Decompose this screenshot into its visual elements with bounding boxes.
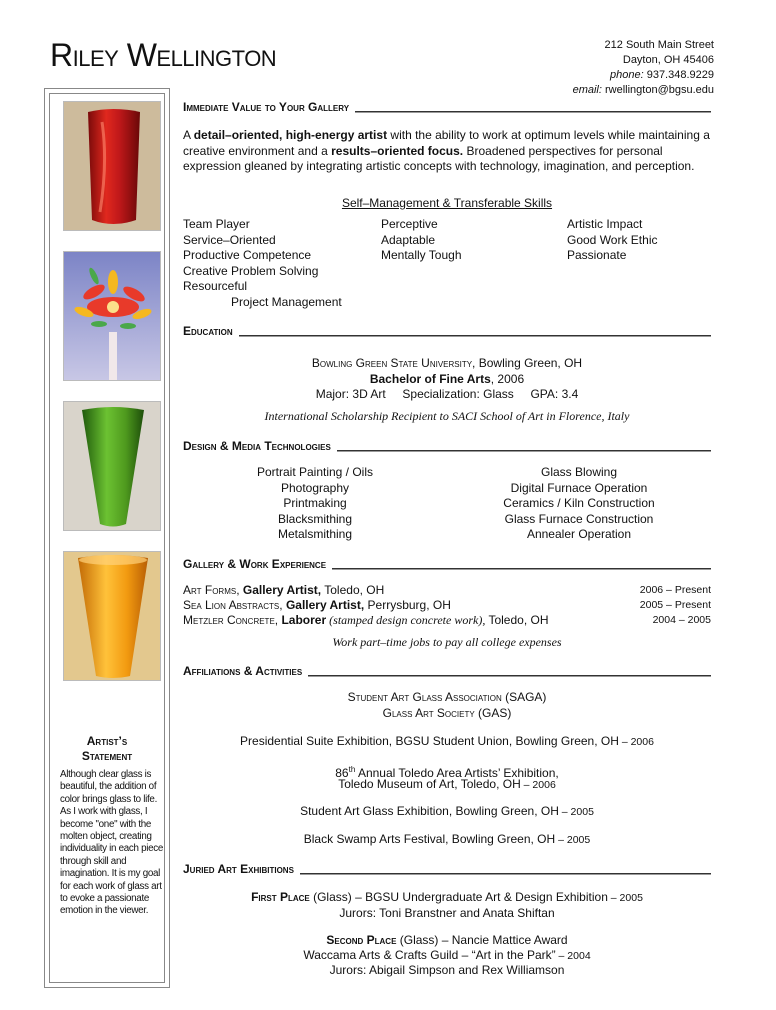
value-intro: A detail–oriented, high-energy artist with the ability to work at optimum levels while maintaining a creative environment and a results–oriented focus. Broadened perspectives for personal expression gleaned by integrating artistic concepts with technology, imagination, and perception. xyxy=(183,128,710,173)
activity-item: Black Swamp Arts Festival, Bowling Green, OH – 2005 xyxy=(303,832,591,846)
skills-title: Self–Management & Transferable Skills xyxy=(341,196,553,210)
technology-item: Metalsmithing xyxy=(277,527,353,541)
contact-email: email: rwellington@bgsu.edu xyxy=(572,84,714,96)
skills-column-1 xyxy=(183,217,342,310)
experience-row: Art Forms, Gallery Artist, Toledo, OH 2006 – Present xyxy=(183,583,711,597)
technology-item: Glass Blowing xyxy=(540,465,618,479)
sidebar xyxy=(44,88,170,988)
skill-item: Passionate xyxy=(567,248,627,262)
artist-statement-title: Artist’s Statement xyxy=(81,734,133,763)
award-second-place: Second Place (Glass) – Nancie Mattice Award xyxy=(326,933,568,947)
skill-item: Creative Problem Solving xyxy=(183,263,319,278)
skill-item: Resourceful xyxy=(183,279,248,293)
award-second-jurors: Jurors: Abigail Simpson and Rex Williamson xyxy=(329,963,565,977)
glass-chandelier-photo xyxy=(63,251,161,381)
section-heading-education: Education xyxy=(183,324,711,338)
activity-item: Presidential Suite Exhibition, BGSU Student Union, Bowling Green, OH – 2006 xyxy=(240,734,654,748)
skill-item: Perceptive xyxy=(381,217,438,231)
orange-glass-vase-photo xyxy=(63,551,161,681)
experience-row: Sea Lion Abstracts, Gallery Artist, Perrysburg, OH 2005 – Present xyxy=(183,598,711,612)
education-school: Bowling Green State University, Bowling Green, OH xyxy=(311,356,583,370)
activity-item: 86th Annual Toledo Area Artists’ Exhibition, xyxy=(335,765,559,780)
contact-street: 212 South Main Street xyxy=(604,39,714,51)
skill-item: Project Management xyxy=(231,294,342,309)
award-first-jurors: Jurors: Toni Branstner and Anata Shiftan xyxy=(339,906,555,920)
skills-column-2 xyxy=(381,217,462,264)
technology-item: Glass Furnace Construction xyxy=(504,511,654,526)
section-heading-value: Immediate Value to Your Gallery xyxy=(183,100,711,114)
section-heading-juried: Juried Art Exhibitions xyxy=(183,862,711,876)
activity-item-line2: Toledo Museum of Art, Toledo, OH – 2006 xyxy=(338,777,556,791)
technology-item: Ceramics / Kiln Construction xyxy=(503,496,655,510)
green-glass-vase-photo xyxy=(63,401,161,531)
skill-item: Artistic Impact xyxy=(567,217,643,231)
technologies-list xyxy=(183,465,711,543)
experience-footnote: Work part–time jobs to pay all college expenses xyxy=(332,635,562,649)
skill-item: Team Player xyxy=(183,217,250,231)
education-degree: Bachelor of Fine Arts, 2006 xyxy=(369,372,525,386)
technology-item: Annealer Operation xyxy=(526,527,632,541)
award-second-line2: Waccama Arts & Crafts Guild – “Art in the Park” – 2004 xyxy=(303,948,591,962)
affiliation-org: Glass Art Society (GAS) xyxy=(382,706,512,720)
technology-item: Printmaking xyxy=(283,496,347,510)
affiliation-org: Student Art Glass Association (SAGA) xyxy=(347,690,547,704)
education-details: Major: 3D Art Specialization: Glass GPA: 3.4 xyxy=(315,387,579,401)
award-first-place: First Place (Glass) – BGSU Undergraduate Art & Design Exhibition – 2005 xyxy=(251,890,643,904)
contact-phone: phone: 937.348.9229 xyxy=(609,69,714,81)
technology-item: Portrait Painting / Oils xyxy=(256,465,374,479)
technology-item: Blacksmithing xyxy=(277,511,353,526)
skill-item: Adaptable xyxy=(381,232,436,247)
technologies-right xyxy=(447,465,711,543)
education-honor: International Scholarship Recipient to SACI School of Art in Florence, Italy xyxy=(264,409,630,423)
contact-block xyxy=(573,38,714,98)
skill-item: Good Work Ethic xyxy=(567,232,658,247)
sidebar-frame xyxy=(49,93,165,983)
resume-name: Riley Wellington xyxy=(50,37,277,73)
skill-item: Service–Oriented xyxy=(183,232,276,247)
skill-item: Productive Competence xyxy=(183,248,312,262)
section-heading-experience: Gallery & Work Experience xyxy=(183,557,711,571)
red-glass-vase-photo xyxy=(63,101,161,231)
skill-item: Mentally Tough xyxy=(381,248,462,262)
section-heading-affiliations: Affiliations & Activities xyxy=(183,664,711,678)
experience-row: Metzler Concrete, Laborer (stamped design concrete work), Toledo, OH 2004 – 2005 xyxy=(183,613,711,627)
technology-item: Photography xyxy=(280,480,350,495)
activity-item: Student Art Glass Exhibition, Bowling Green, OH – 2005 xyxy=(300,804,594,818)
technology-item: Digital Furnace Operation xyxy=(510,480,648,495)
skills-column-3 xyxy=(567,217,657,264)
artist-statement-text: Although clear glass is beautiful, the addition of color brings glass to life. As I work with glass, I become "one" with the molten object, creating individuality in each piece through skill and imagination. It is my goal for each work of glass art to evoke a passionate emotion in the viewer. xyxy=(60,769,164,917)
section-heading-technologies: Design & Media Technologies xyxy=(183,439,711,453)
contact-city: Dayton, OH 45406 xyxy=(622,54,714,66)
technologies-left xyxy=(183,465,447,543)
